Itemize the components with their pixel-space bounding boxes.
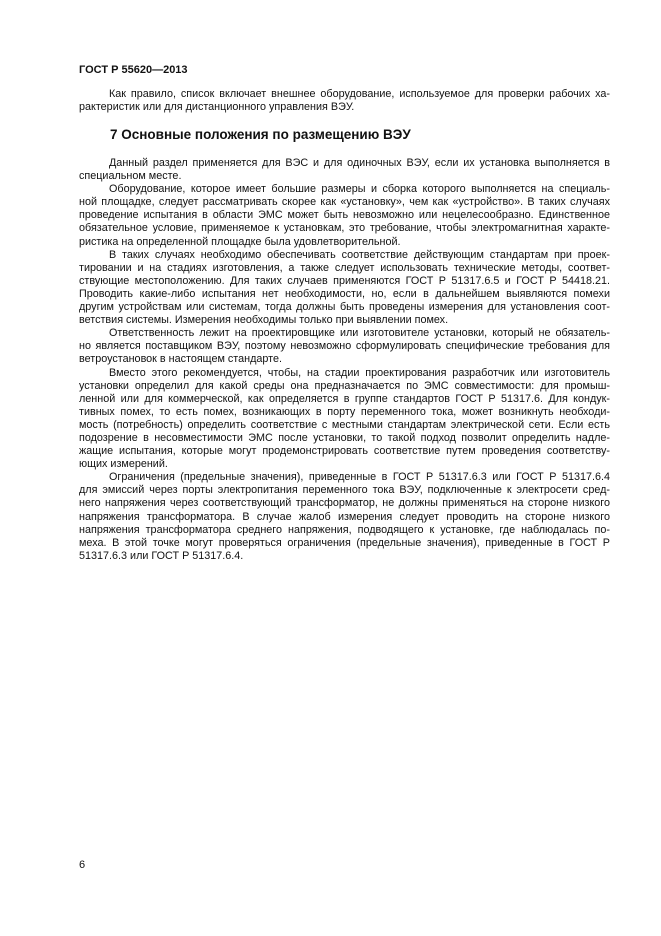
- paragraph: [79, 249, 610, 328]
- text-line: Проводить какие-либо испытания нет необходимости, но, если в дальнейшем выявляются помехи: [79, 287, 610, 300]
- text-line: ленной или для коммерческой, как определяется в группе стандартов ГОСТ Р 51317.6. Для кондук-: [79, 392, 610, 405]
- text-line: ветроустановок в настоящем стандарте.: [79, 353, 282, 366]
- text-line: подозрение в несовместимости ЭМС после установки, то такой подход позволит определить надле-: [79, 431, 610, 444]
- text-line: но является поставщиком ВЭУ, поэтому невозможно сформулировать специфические требования для: [79, 340, 610, 353]
- text-line: специальном месте.: [79, 170, 182, 183]
- text-line: мость (потребность) определить соответствие с местными стандартам электрической сети. Если есть: [79, 418, 610, 431]
- text-line: тировании и на стадиях изготовления, а также следует использовать технические методы, соответ-: [79, 261, 610, 274]
- text-line: ной площадке, следует рассматривать скорее как «установку», чем как «устройство». В таких случаях: [79, 196, 610, 209]
- text-line: него напряжения через соответствующий трансформатор, не должны применяться на стороне низкого: [79, 497, 610, 510]
- text-line: напряжения трансформатора. В случае жалоб измерения следует проводить на стороне низкого: [79, 510, 610, 523]
- text-line: обязательное условие, применяемое к установкам, это требование, чтобы электромагнитная характе-: [79, 222, 610, 235]
- section-body: [79, 157, 610, 563]
- document-header: ГОСТ Р 55620—2013: [79, 64, 188, 76]
- text-line: для эмиссий через порты электропитания переменного тока ВЭУ, подключенные к электросети сред-: [79, 484, 610, 497]
- text-line: ристика на определенной площадке была удовлетворительной.: [79, 235, 401, 248]
- paragraph: [79, 88, 610, 114]
- text-line: жащие испытания, которые могут продемонстрировать соответствие путем проведения соответству-: [79, 445, 610, 458]
- paragraph: [79, 327, 610, 366]
- section-heading: 7 Основные положения по размещению ВЭУ: [110, 127, 411, 142]
- text-line: 51317.6.3 или ГОСТ Р 51317.6.4.: [79, 549, 244, 562]
- text-line: рактеристик или для дистанционного управления ВЭУ.: [79, 101, 355, 114]
- paragraph: [79, 367, 610, 472]
- text-line: меха. В этой точке могут проверяться ограничения (предельные значения), приведенные в ГОСТ Р: [79, 536, 610, 549]
- text-line: Оборудование, которое имеет большие размеры и сборка которого выполняется на специаль-: [109, 183, 610, 196]
- text-line: тивных помех, то есть помех, возникающих в порту переменного тока, может возникнуть необходи-: [79, 405, 610, 418]
- text-line: ствующие местоположению. Для таких случаев применяются ГОСТ Р 51317.6.5 и ГОСТ Р 54418.21.: [79, 274, 610, 287]
- paragraph: [79, 157, 610, 183]
- paragraph: [79, 183, 610, 248]
- text-line: Ограничения (предельные значения), приведенные в ГОСТ Р 51317.6.3 или ГОСТ Р 51317.6.4: [109, 471, 610, 484]
- text-line: установки определил для какой среды она предназначается по ЭМС совместимости: для промыш-: [79, 379, 610, 392]
- page-number: 6: [79, 859, 86, 871]
- text-line: Ответственность лежит на проектировщике или изготовителе установки, который не обязатель-: [109, 327, 610, 340]
- text-line: Данный раздел применяется для ВЭС и для одиночных ВЭУ, если их установка выполняется в: [109, 157, 610, 169]
- text-line: ветствия системы. Измерения необходимы только при выявлении помех.: [79, 314, 449, 327]
- text-line: Как правило, список включает внешнее оборудование, используемое для проверки рабочих ха-: [109, 88, 610, 100]
- text-line: ющих измерений.: [79, 458, 168, 471]
- text-line: Вместо этого рекомендуется, чтобы, на стадии проектирования разработчик или изготовитель: [109, 366, 610, 379]
- intro-paragraph: [79, 88, 610, 114]
- text-line: В таких случаях необходимо обеспечивать соответствие действующим стандартам при проек-: [109, 248, 610, 261]
- paragraph: [79, 471, 610, 563]
- text-line: другим устройствам или системам, тогда должны быть проведены измерения для установления соот-: [79, 301, 610, 314]
- text-line: напряжения трансформатора среднего напряжения, подводящего к установке, где наблюдалась по-: [79, 523, 610, 536]
- text-line: проведение испытания в области ЭМС может быть невозможно или нецелесообразно. Единственное: [79, 209, 610, 222]
